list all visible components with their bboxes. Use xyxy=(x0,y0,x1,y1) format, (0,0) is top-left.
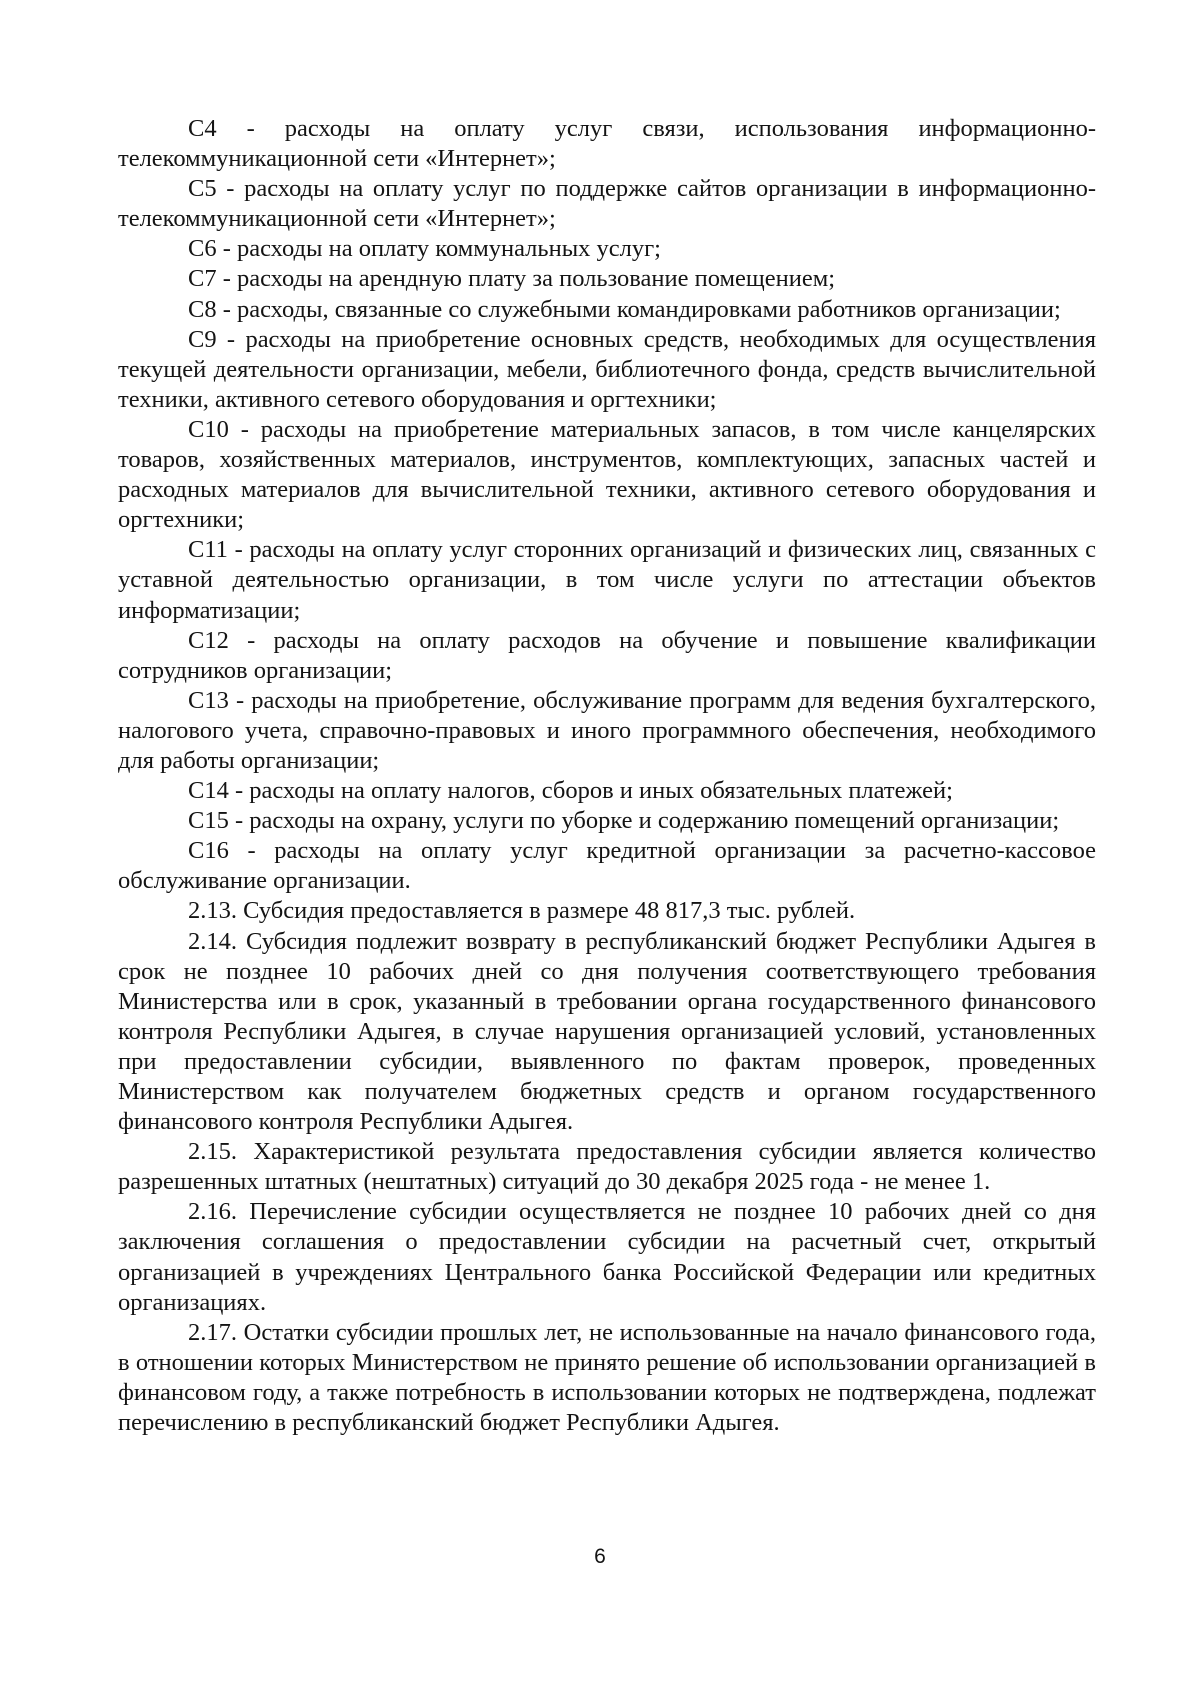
paragraph-c5: С5 - расходы на оплату услуг по поддержке сайтов организации в информационно-телекоммуникационной сети «Интернет»; xyxy=(118,175,1096,233)
paragraph-2-16: 2.16. Перечисление субсидии осуществляется не позднее 10 рабочих дней со дня заключения соглашения о предоставлении субсидии на расчетный счет, открытый организацией в учреждениях Центрального банка Российской Федерации или кредитных организациях. xyxy=(118,1198,1096,1316)
paragraph-c16: С16 - расходы на оплату услуг кредитной организации за расчетно-кассовое обслуживание организации. xyxy=(118,837,1096,895)
paragraph-c8: С8 - расходы, связанные со служебными командировками работников организации; xyxy=(188,295,1061,323)
paragraph-c13: С13 - расходы на приобретение, обслуживание программ для ведения бухгалтерского, налогового учета, справочно-правовых и иного программного обеспечения, необходимого для работы организации; xyxy=(118,686,1096,774)
paragraph-2-15: 2.15. Характеристикой результата предоставления субсидии является количество разрешенных штатных (нештатных) ситуаций до 30 декабря 2025 года - не менее 1. xyxy=(118,1138,1096,1196)
paragraph-c6: С6 - расходы на оплату коммунальных услуг; xyxy=(188,235,661,263)
paragraph-c12: С12 - расходы на оплату расходов на обучение и повышение квалификации сотрудников организации; xyxy=(118,626,1096,684)
paragraph-c14: С14 - расходы на оплату налогов, сборов и иных обязательных платежей; xyxy=(188,777,953,805)
paragraph-c9: С9 - расходы на приобретение основных средств, необходимых для осуществления текущей деятельности организации, мебели, библиотечного фонда, средств вычислительной техники, активного сетевого оборудования и оргтехники; xyxy=(118,325,1096,413)
paragraph-2-13: 2.13. Субсидия предоставляется в размере 48 817,3 тыс. рублей. xyxy=(188,897,856,925)
document-body xyxy=(118,114,1096,1438)
paragraph-2-14: 2.14. Субсидия подлежит возврату в республиканский бюджет Республики Адыгея в срок не позднее 10 рабочих дней со дня получения соответствующего требования Министерства или в срок, указанный в требовании органа государственного финансового контроля Республики Адыгея, в случае нарушения организацией условий, установленных при предоставлении субсидии, выявленного по фактам проверок, проведенных Министерством как получателем бюджетных средств и органом государственного финансового контроля Республики Адыгея. xyxy=(118,927,1096,1136)
paragraph-c7: С7 - расходы на арендную плату за пользование помещением; xyxy=(188,265,836,293)
paragraph-c4: С4 - расходы на оплату услуг связи, использования информационно-телекоммуникационной сети «Интернет»; xyxy=(118,115,1096,173)
paragraph-c11: С11 - расходы на оплату услуг сторонних организаций и физических лиц, связанных с уставной деятельностью организации, в том числе услуги по аттестации объектов информатизации; xyxy=(118,536,1096,624)
paragraph-c15: С15 - расходы на охрану, услуги по уборке и содержанию помещений организации; xyxy=(188,807,1060,835)
paragraph-2-17: 2.17. Остатки субсидии прошлых лет, не использованные на начало финансового года, в отношении которых Министерством не принято решение об использовании организацией в финансовом году, а также потребность в использовании которых не подтверждена, подлежат перечислению в республиканский бюджет Республики Адыгея. xyxy=(118,1318,1096,1437)
paragraph-c10: С10 - расходы на приобретение материальных запасов, в том числе канцелярских товаров, хозяйственных материалов, инструментов, комплектующих, запасных частей и расходных материалов для вычислительной техники, активного сетевого оборудования и оргтехники; xyxy=(118,415,1096,534)
page-number: 6 xyxy=(594,1545,606,1568)
